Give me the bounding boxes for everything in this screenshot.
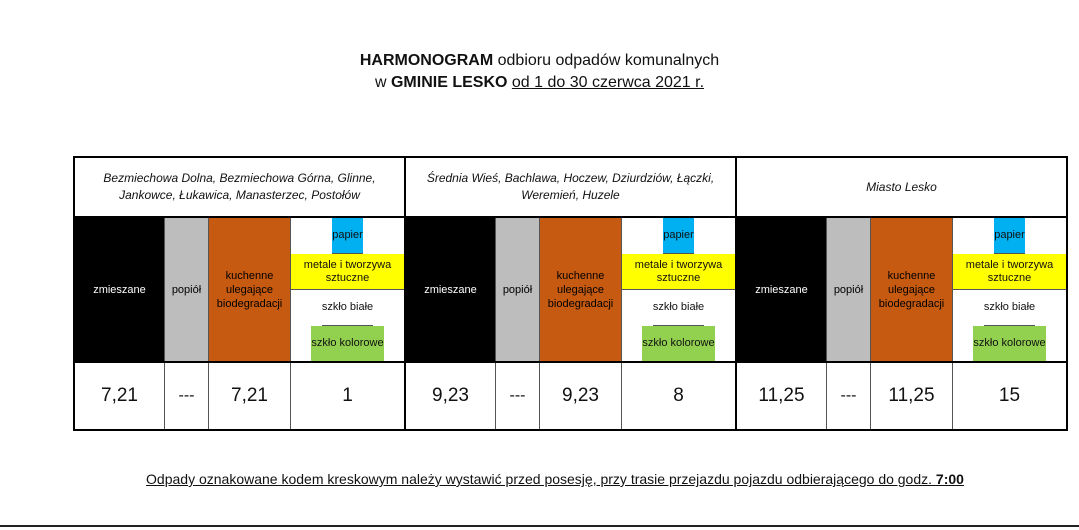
date-bio: 9,23 bbox=[540, 363, 622, 429]
category-bio: kuchenne ulegające biodegradacji bbox=[540, 218, 622, 361]
date-mixed: 9,23 bbox=[406, 363, 496, 429]
date-selective: 1 bbox=[342, 385, 353, 406]
category-mixed: zmieszane bbox=[75, 218, 165, 361]
group-area-header: Średnia Wieś, Bachlawa, Hoczew, Dziurdziów, Łączki, Weremień, Huzele bbox=[406, 158, 735, 218]
category-row bbox=[406, 218, 735, 363]
bottom-divider bbox=[0, 525, 1079, 527]
date-selective: 15 bbox=[998, 385, 1021, 406]
category-metal-plastic: metale i tworzywa sztuczne bbox=[622, 254, 735, 290]
category-mixed: zmieszane bbox=[406, 218, 496, 361]
category-ash: popiół bbox=[827, 218, 871, 361]
category-selective bbox=[622, 218, 735, 361]
schedule-group bbox=[737, 158, 1066, 429]
category-selective bbox=[953, 218, 1066, 361]
category-white-glass: szkło białe bbox=[322, 290, 373, 326]
category-white-glass: szkło białe bbox=[984, 290, 1035, 326]
category-row bbox=[75, 218, 404, 363]
category-ash: popiół bbox=[496, 218, 540, 361]
dates-row bbox=[406, 363, 735, 429]
date-ash: --- bbox=[165, 363, 209, 429]
category-color-glass: szkło kolorowe bbox=[642, 326, 714, 361]
date-mixed: 7,21 bbox=[75, 363, 165, 429]
schedule-group bbox=[75, 158, 406, 429]
date-mixed: 11,25 bbox=[737, 363, 827, 429]
category-paper: papier bbox=[663, 218, 694, 254]
category-bio: kuchenne ulegające biodegradacji bbox=[871, 218, 953, 361]
category-metal-plastic: metale i tworzywa sztuczne bbox=[953, 254, 1066, 290]
category-paper: papier bbox=[994, 218, 1025, 254]
dates-row bbox=[737, 363, 1066, 429]
date-ash: --- bbox=[496, 363, 540, 429]
category-ash: popiół bbox=[165, 218, 209, 361]
category-white-glass: szkło białe bbox=[653, 290, 704, 326]
dates-row bbox=[75, 363, 404, 429]
date-bio: 7,21 bbox=[209, 363, 291, 429]
note-text: Odpady oznakowane kodem kreskowym należy wystawić przed posesję, przy trasie przejazdu pojazdu odbierającego do godz. bbox=[146, 471, 936, 487]
category-selective bbox=[291, 218, 404, 361]
date-ash: --- bbox=[827, 363, 871, 429]
category-paper: papier bbox=[332, 218, 363, 254]
title-gmina: GMINIE LESKO bbox=[390, 74, 508, 91]
collection-note bbox=[0, 471, 1079, 487]
title-period: od 1 do 30 czerwca 2021 r. bbox=[511, 74, 705, 91]
category-color-glass: szkło kolorowe bbox=[311, 326, 383, 361]
schedule-group bbox=[406, 158, 737, 429]
title-line-1 bbox=[0, 50, 1079, 72]
category-color-glass: szkło kolorowe bbox=[973, 326, 1045, 361]
title-harmonogram: HARMONOGRAM bbox=[359, 52, 494, 69]
category-bio: kuchenne ulegające biodegradacji bbox=[209, 218, 291, 361]
date-selective: 8 bbox=[673, 385, 684, 406]
title-line-2 bbox=[0, 72, 1079, 94]
schedule-table bbox=[73, 156, 1068, 431]
title-line1-rest: odbioru odpadów komunalnych bbox=[493, 52, 720, 69]
category-metal-plastic: metale i tworzywa sztuczne bbox=[291, 254, 404, 290]
category-row bbox=[737, 218, 1066, 363]
group-area-header: Bezmiechowa Dolna, Bezmiechowa Górna, Glinne, Jankowce, Łukawica, Manasterzec, Postołów bbox=[75, 158, 404, 218]
note-time: 7:00 bbox=[935, 471, 964, 487]
date-bio: 11,25 bbox=[871, 363, 953, 429]
title-line2-prefix: w bbox=[374, 74, 391, 91]
group-area-header: Miasto Lesko bbox=[737, 158, 1066, 218]
category-mixed: zmieszane bbox=[737, 218, 827, 361]
document-title bbox=[0, 50, 1079, 94]
